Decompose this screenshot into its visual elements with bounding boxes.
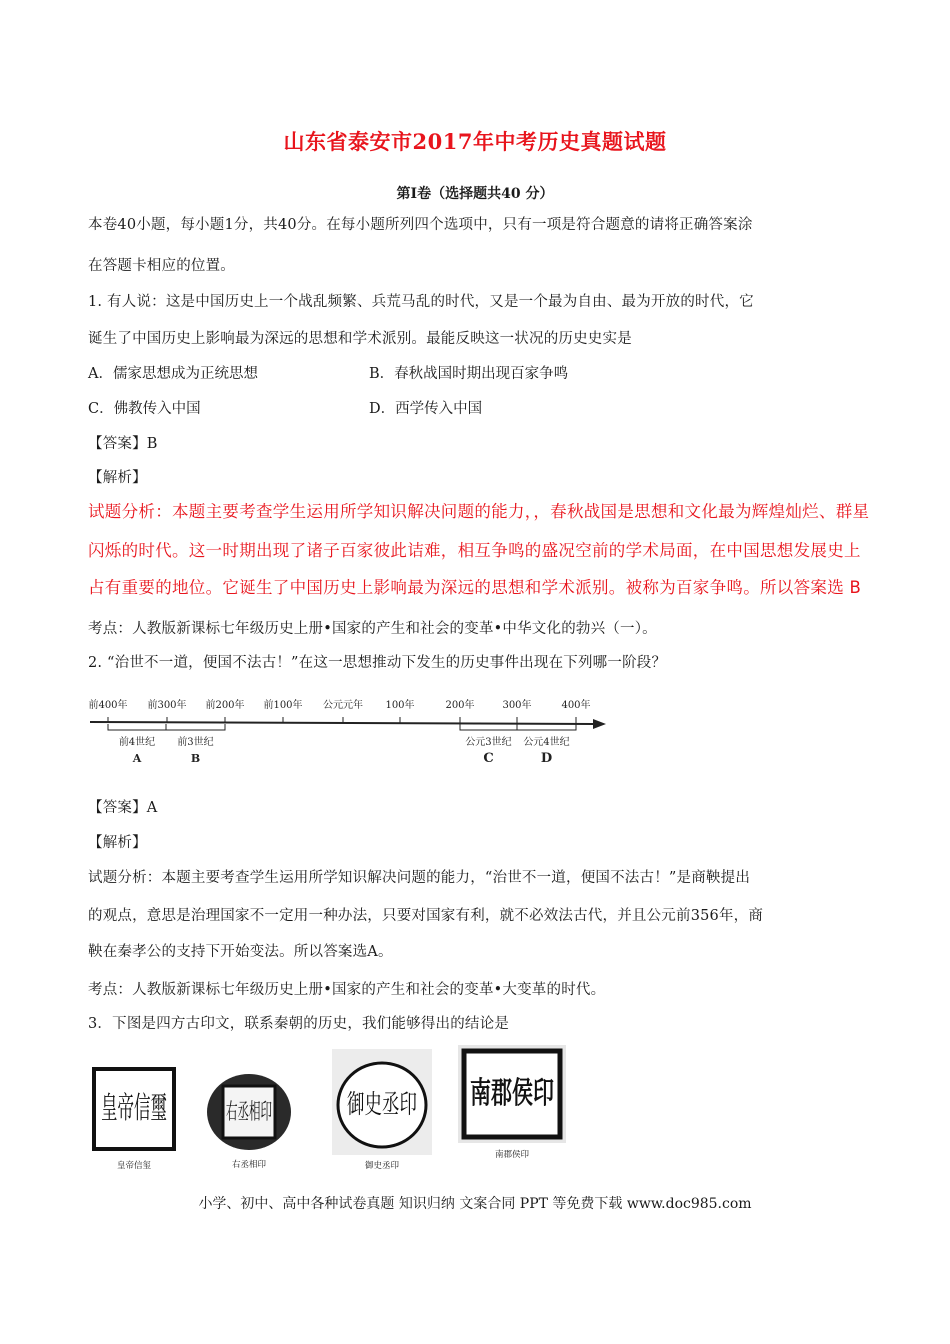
timeline-span-letter: D xyxy=(540,751,553,766)
q3-stem: 3．下图是四方古印文，联系秦朝的历史，我们能够得出的结论是 xyxy=(88,1016,510,1032)
timeline-span-letter: C xyxy=(483,751,494,766)
q1-analysis-line-2: 闪烁的时代。这一时期出现了诸子百家彼此诘难，相互争鸣的盛况空前的学术局面，在中国思想发展史上 xyxy=(88,541,861,560)
timeline-span-bracket xyxy=(460,724,517,730)
timeline-tick-label: 400年 xyxy=(561,700,591,711)
timeline-span-letter: B xyxy=(190,752,201,765)
q1-answer: 【答案】B xyxy=(88,436,158,452)
q1-kaodian: 考点：人教版新课标七年级历史上册•国家的产生和社会的变革•中华文化的勃兴（一）。 xyxy=(88,621,657,637)
q1-option-b: B．春秋战国时期出现百家争鸣 xyxy=(369,366,569,382)
timeline-span-bracket xyxy=(108,724,166,730)
intro-line-2: 在答题卡相应的位置。 xyxy=(88,258,235,274)
seal-3-image xyxy=(332,1049,432,1155)
timeline-tick-label: 公元元年 xyxy=(323,700,363,711)
q1-stem-line-1: 1. 有人说：这是中国历史上一个战乱频繁、兵荒马乱的时代，又是一个最为自由、最为开放的时代，它 xyxy=(88,294,754,310)
q2-analysis-label: 【解析】 xyxy=(88,835,147,851)
seal-1-image xyxy=(88,1063,180,1155)
timeline-span-label: 公元3世纪 xyxy=(465,737,512,748)
q2-answer: 【答案】A xyxy=(88,800,158,816)
timeline-diagram xyxy=(88,690,618,775)
timeline-span-bracket xyxy=(517,724,576,730)
page-footer: 小学、初中、高中各种试卷真题 知识归纳 文案合同 PPT 等免费下载 www.doc985.com xyxy=(198,1196,752,1212)
q2-analysis-line-2: 的观点，意思是治理国家不一定用一种办法，只要对国家有利，就不必效法古代，并且公元前356年，商 xyxy=(88,908,764,924)
q2-kaodian: 考点：人教版新课标七年级历史上册•国家的产生和社会的变革•大变革的时代。 xyxy=(88,982,606,998)
seal-3-caption: 御史丞印 xyxy=(364,1161,399,1171)
timeline-tick-label: 100年 xyxy=(385,700,415,711)
seal-2-glyphs: 右丞相印 xyxy=(226,1100,272,1125)
timeline-tick-label: 300年 xyxy=(502,700,532,711)
q2-analysis-line-3: 鞅在秦孝公的支持下开始变法。所以答案选A。 xyxy=(88,944,393,960)
document-title: 山东省泰安市2017年中考历史真题试题 xyxy=(283,129,667,154)
timeline-span-label: 前4世纪 xyxy=(118,737,156,748)
q2-stem: 2. “治世不一道，便国不法古！”在这一思想推动下发生的历史事件出现在下列哪一阶段？ xyxy=(88,655,667,671)
timeline-tick-label: 200年 xyxy=(445,700,475,711)
q1-option-d: D．西学传入中国 xyxy=(369,401,483,417)
timeline-tick-label: 前400年 xyxy=(88,700,128,711)
timeline-span-label: 前3世纪 xyxy=(177,737,214,748)
timeline-tick-label: 前300年 xyxy=(147,700,187,711)
timeline-tick-label: 前200年 xyxy=(205,700,245,711)
q1-analysis-line-3: 占有重要的地位。它诞生了中国历史上影响最为深远的思想和学术派别。被称为百家争鸣。所以答案选 B xyxy=(88,578,862,597)
seal-4 xyxy=(458,1045,566,1170)
timeline-span-bracket xyxy=(166,724,225,730)
timeline-arrow-head xyxy=(593,719,606,729)
timeline-axis xyxy=(90,722,593,724)
seal-1-glyphs: 皇帝信璽 xyxy=(101,1091,168,1126)
seal-2-image xyxy=(203,1070,295,1156)
q1-analysis-line-1: 试题分析：本题主要考查学生运用所学知识解决问题的能力，，春秋战国是思想和文化最为辉煌灿烂、群星 xyxy=(88,502,870,521)
seal-4-caption: 南郡侯印 xyxy=(494,1150,529,1160)
timeline-tick-label: 前100年 xyxy=(263,700,303,711)
seal-images xyxy=(88,1045,588,1170)
timeline-span-label: 公元4世纪 xyxy=(523,737,570,748)
seal-1-caption: 皇帝信玺 xyxy=(116,1161,151,1171)
seal-2-caption: 右丞相印 xyxy=(231,1160,266,1170)
seal-3 xyxy=(332,1049,432,1171)
intro-line-1: 本卷40小题，每小题1分，共40分。在每小题所列四个选项中，只有一项是符合题意的请将正确答案涂 xyxy=(88,217,753,233)
q1-stem-line-2: 诞生了中国历史上影响最为深远的思想和学术派别。最能反映这一状况的历史史实是 xyxy=(88,331,632,347)
q2-analysis-line-1: 试题分析：本题主要考查学生运用所学知识解决问题的能力，“治世不一道，便国不法古！”是商鞅提出 xyxy=(88,870,751,886)
section-title: 第Ⅰ卷（选择题共40 分） xyxy=(396,186,554,202)
seal-2 xyxy=(203,1070,295,1170)
seal-3-glyphs: 御史丞印 xyxy=(347,1090,417,1120)
q1-option-c: C．佛教传入中国 xyxy=(88,401,201,417)
q1-option-a: A．儒家思想成为正统思想 xyxy=(88,366,258,382)
seal-4-glyphs: 南郡侯印 xyxy=(470,1076,554,1111)
seal-4-image xyxy=(458,1045,566,1143)
timeline-span-letter: A xyxy=(132,752,142,765)
seal-1 xyxy=(88,1063,180,1171)
q1-analysis-label: 【解析】 xyxy=(88,470,147,486)
